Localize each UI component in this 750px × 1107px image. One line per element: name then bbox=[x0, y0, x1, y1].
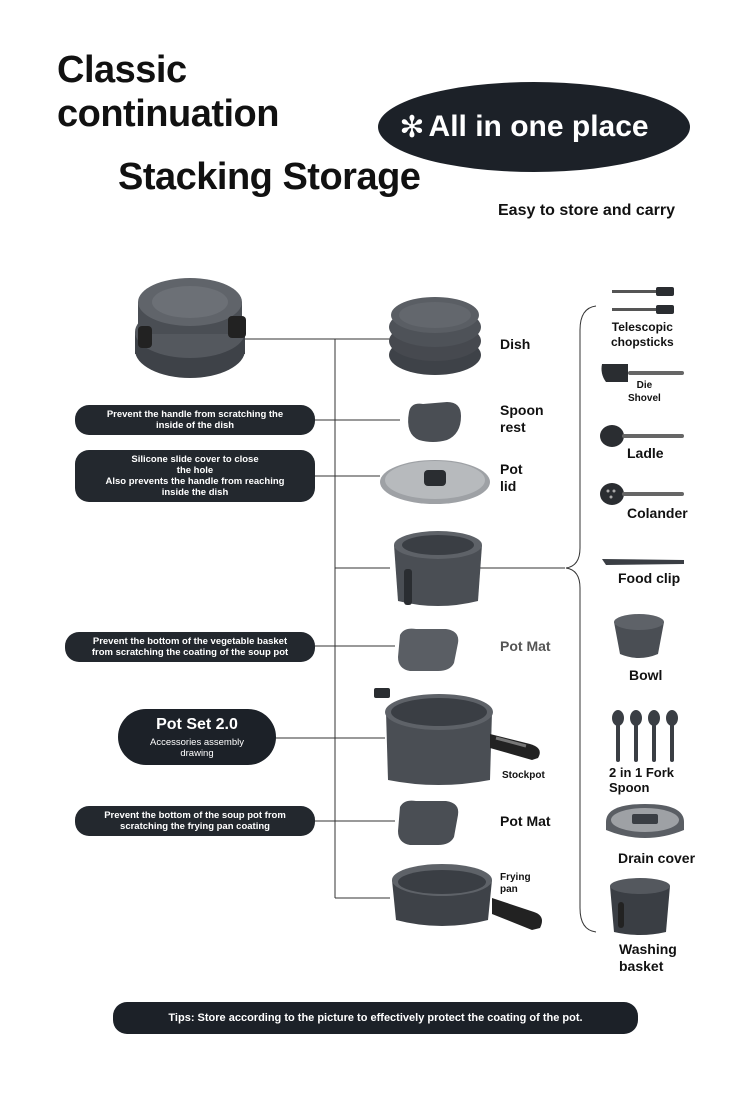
label-frying-pan-1: Frying bbox=[500, 872, 531, 883]
note-handle-scratch bbox=[75, 405, 315, 435]
vegetable-basket-image bbox=[388, 525, 488, 613]
note-text: Also prevents the handle from reaching inside the dish bbox=[105, 476, 285, 498]
frying-pan-image bbox=[388, 858, 548, 940]
title-classic-continuation bbox=[57, 48, 279, 136]
colander-image bbox=[598, 480, 690, 508]
pot-set-title: Pot Set 2.0 bbox=[156, 715, 238, 733]
chopsticks-image bbox=[608, 284, 678, 320]
washing-basket-image bbox=[606, 876, 674, 938]
title-stacking-storage: Stacking Storage bbox=[118, 156, 421, 198]
subtitle: Easy to store and carry bbox=[498, 202, 675, 219]
food-clip-image bbox=[600, 555, 690, 569]
note-text: Prevent the handle from scratching the inside of the dish bbox=[106, 409, 284, 431]
label-chopsticks-1: Telescopic bbox=[611, 320, 673, 334]
label-food-clip: Food clip bbox=[618, 570, 681, 586]
all-in-one-badge bbox=[378, 82, 690, 172]
label-chopsticks-2: chopsticks bbox=[611, 335, 674, 349]
label-frying-pan bbox=[500, 872, 531, 896]
label-spoon-rest bbox=[500, 402, 544, 436]
label-bowl: Bowl bbox=[629, 667, 663, 683]
label-fork-spoon-1: 2 in 1 Fork bbox=[609, 765, 675, 780]
label-shovel-2: Shovel bbox=[628, 393, 661, 404]
note-pot-scratch bbox=[75, 806, 315, 836]
pot-set-subtitle-2: drawing bbox=[180, 747, 214, 759]
tips-banner: Tips: Store according to the picture to effectively protect the coating of the pot. bbox=[113, 1002, 638, 1034]
drain-cover-image bbox=[604, 800, 686, 848]
title-line-2: continuation bbox=[57, 93, 279, 135]
bowl-image bbox=[610, 612, 668, 662]
note-basket-scratch bbox=[65, 632, 315, 662]
dish-stack-image bbox=[385, 293, 485, 378]
pot-mat-gray-image bbox=[392, 625, 464, 673]
label-spoon-rest-1: Spoon bbox=[500, 402, 544, 418]
label-dish: Dish bbox=[500, 336, 531, 352]
label-ladle: Ladle bbox=[627, 445, 664, 461]
label-washing-basket bbox=[619, 941, 677, 975]
label-pot-lid bbox=[500, 461, 523, 495]
badge-label: All in one place bbox=[428, 110, 649, 143]
fork-spoon-image bbox=[610, 708, 680, 764]
asterisk-icon: ✻ bbox=[399, 110, 425, 144]
title-line-1: Classic bbox=[57, 49, 187, 91]
spoon-rest-image bbox=[403, 398, 465, 446]
stacked-pot-set-image bbox=[130, 272, 250, 387]
label-washing-basket-2: basket bbox=[619, 958, 664, 974]
label-shovel bbox=[628, 379, 661, 405]
label-stockpot: Stockpot bbox=[502, 770, 545, 781]
label-colander: Colander bbox=[627, 505, 688, 521]
pot-set-badge bbox=[118, 709, 276, 765]
pot-set-subtitle: Accessories assembly bbox=[150, 736, 244, 748]
label-shovel-1: Die bbox=[636, 380, 653, 391]
note-text: Silicone slide cover to close the hole bbox=[131, 454, 259, 476]
note-text: Prevent the bottom of the soup pot from scratching the frying pan coating bbox=[104, 810, 286, 832]
note-silicone-cover bbox=[75, 450, 315, 502]
label-fork-spoon bbox=[609, 765, 674, 795]
pot-lid-image bbox=[378, 456, 493, 506]
label-pot-lid-2: lid bbox=[500, 478, 517, 494]
label-frying-pan-2: pan bbox=[500, 884, 518, 895]
label-chopsticks bbox=[611, 320, 674, 350]
label-drain-cover: Drain cover bbox=[618, 850, 696, 866]
label-washing-basket-1: Washing bbox=[619, 941, 677, 957]
label-pot-mat: Pot Mat bbox=[500, 813, 551, 829]
label-fork-spoon-2: Spoon bbox=[609, 780, 650, 795]
label-pot-lid-1: Pot bbox=[500, 461, 523, 477]
note-text: Prevent the bottom of the vegetable basket from scratching the coating of the soup pot bbox=[91, 636, 289, 658]
label-pot-mat-gray: Pot Mat bbox=[500, 638, 551, 654]
pot-mat-image bbox=[392, 797, 464, 847]
label-spoon-rest-2: rest bbox=[500, 419, 526, 435]
